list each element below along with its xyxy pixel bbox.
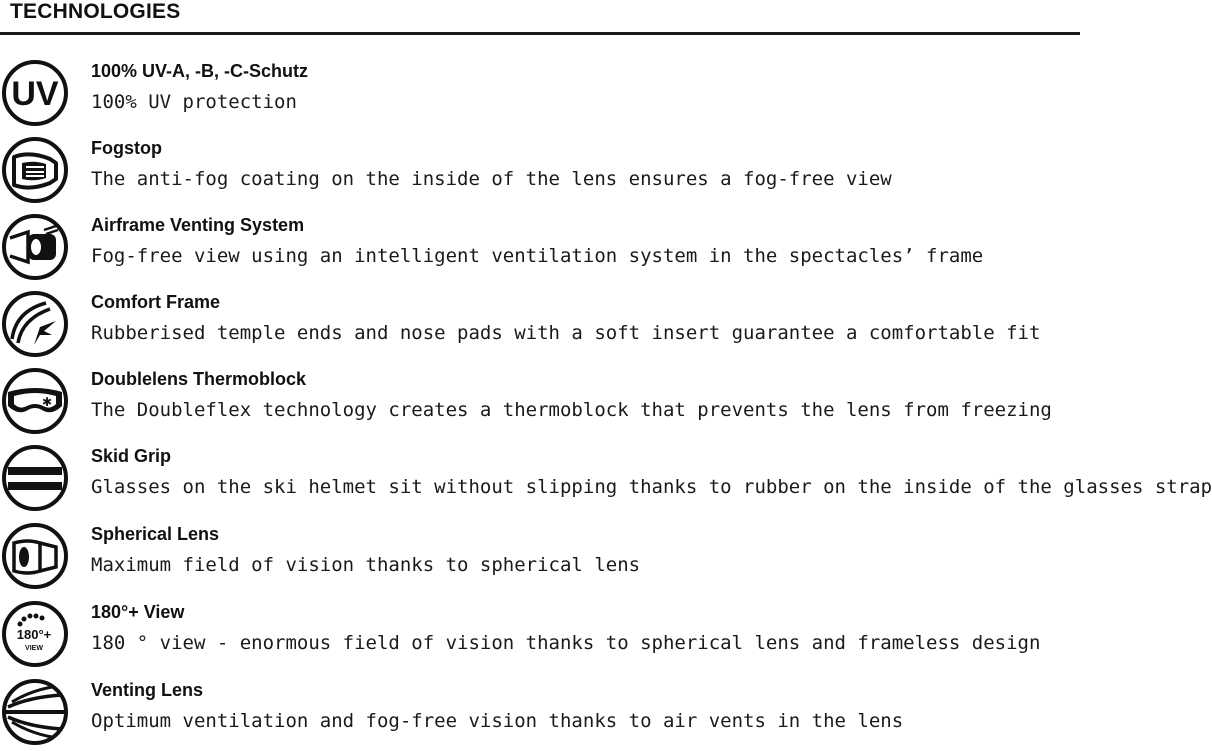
section-title: TECHNOLOGIES <box>10 0 181 23</box>
item-title: Doublelens Thermoblock <box>91 369 307 389</box>
header-divider <box>0 32 1080 35</box>
item-title: Spherical Lens <box>91 524 220 544</box>
uv-protection-icon <box>0 58 70 128</box>
fogstop-icon <box>0 135 70 205</box>
spherical-lens-icon <box>0 521 70 591</box>
item-title: Airframe Venting System <box>91 215 305 235</box>
180-view-icon <box>0 599 70 669</box>
item-title: Skid Grip <box>91 446 172 466</box>
item-description: 180 ° view - enormous field of vision thanks to spherical lens and frameless design <box>91 632 1041 654</box>
list-item <box>0 597 1080 673</box>
item-description: Optimum ventilation and fog-free vision thanks to air vents in the lens <box>91 710 904 732</box>
skid-grip-icon <box>0 443 70 513</box>
list-item <box>0 441 1212 517</box>
doublelens-thermoblock-icon <box>0 366 70 436</box>
icon-sublabel: VIEW <box>25 645 43 652</box>
comfort-frame-icon <box>0 289 70 359</box>
list-item <box>0 675 1080 751</box>
item-description: Maximum field of vision thanks to spherical lens <box>91 554 641 576</box>
svg-text:UV: UV <box>11 75 59 113</box>
list-item <box>0 210 1080 286</box>
airframe-venting-icon <box>0 212 70 282</box>
item-description: The Doubleflex technology creates a thermoblock that prevents the lens from freezing <box>91 399 1052 421</box>
venting-lens-icon <box>0 677 70 747</box>
item-title: Comfort Frame <box>91 292 221 312</box>
list-item <box>0 133 1080 209</box>
item-description: 100% UV protection <box>91 91 297 113</box>
list-item <box>0 519 1080 595</box>
svg-text:✱: ✱ <box>41 395 53 409</box>
item-description: The anti-fog coating on the inside of the lens ensures a fog-free view <box>91 168 892 190</box>
list-item <box>0 364 1080 440</box>
item-description: Fog-free view using an intelligent ventilation system in the spectacles’ frame <box>91 245 984 267</box>
list-item <box>0 287 1080 363</box>
item-title: 100% UV-A, -B, -C-Schutz <box>91 61 309 81</box>
item-description: Rubberised temple ends and nose pads with a soft insert guarantee a comfortable fit <box>91 322 1041 344</box>
item-description: Glasses on the ski helmet sit without slipping thanks to rubber on the inside of the glasses strap <box>91 476 1212 498</box>
item-title: Venting Lens <box>91 680 204 700</box>
item-title: 180°+ View <box>91 602 185 622</box>
icon-label: 180°+ <box>16 627 52 642</box>
list-item <box>0 56 1080 132</box>
item-title: Fogstop <box>91 138 162 158</box>
